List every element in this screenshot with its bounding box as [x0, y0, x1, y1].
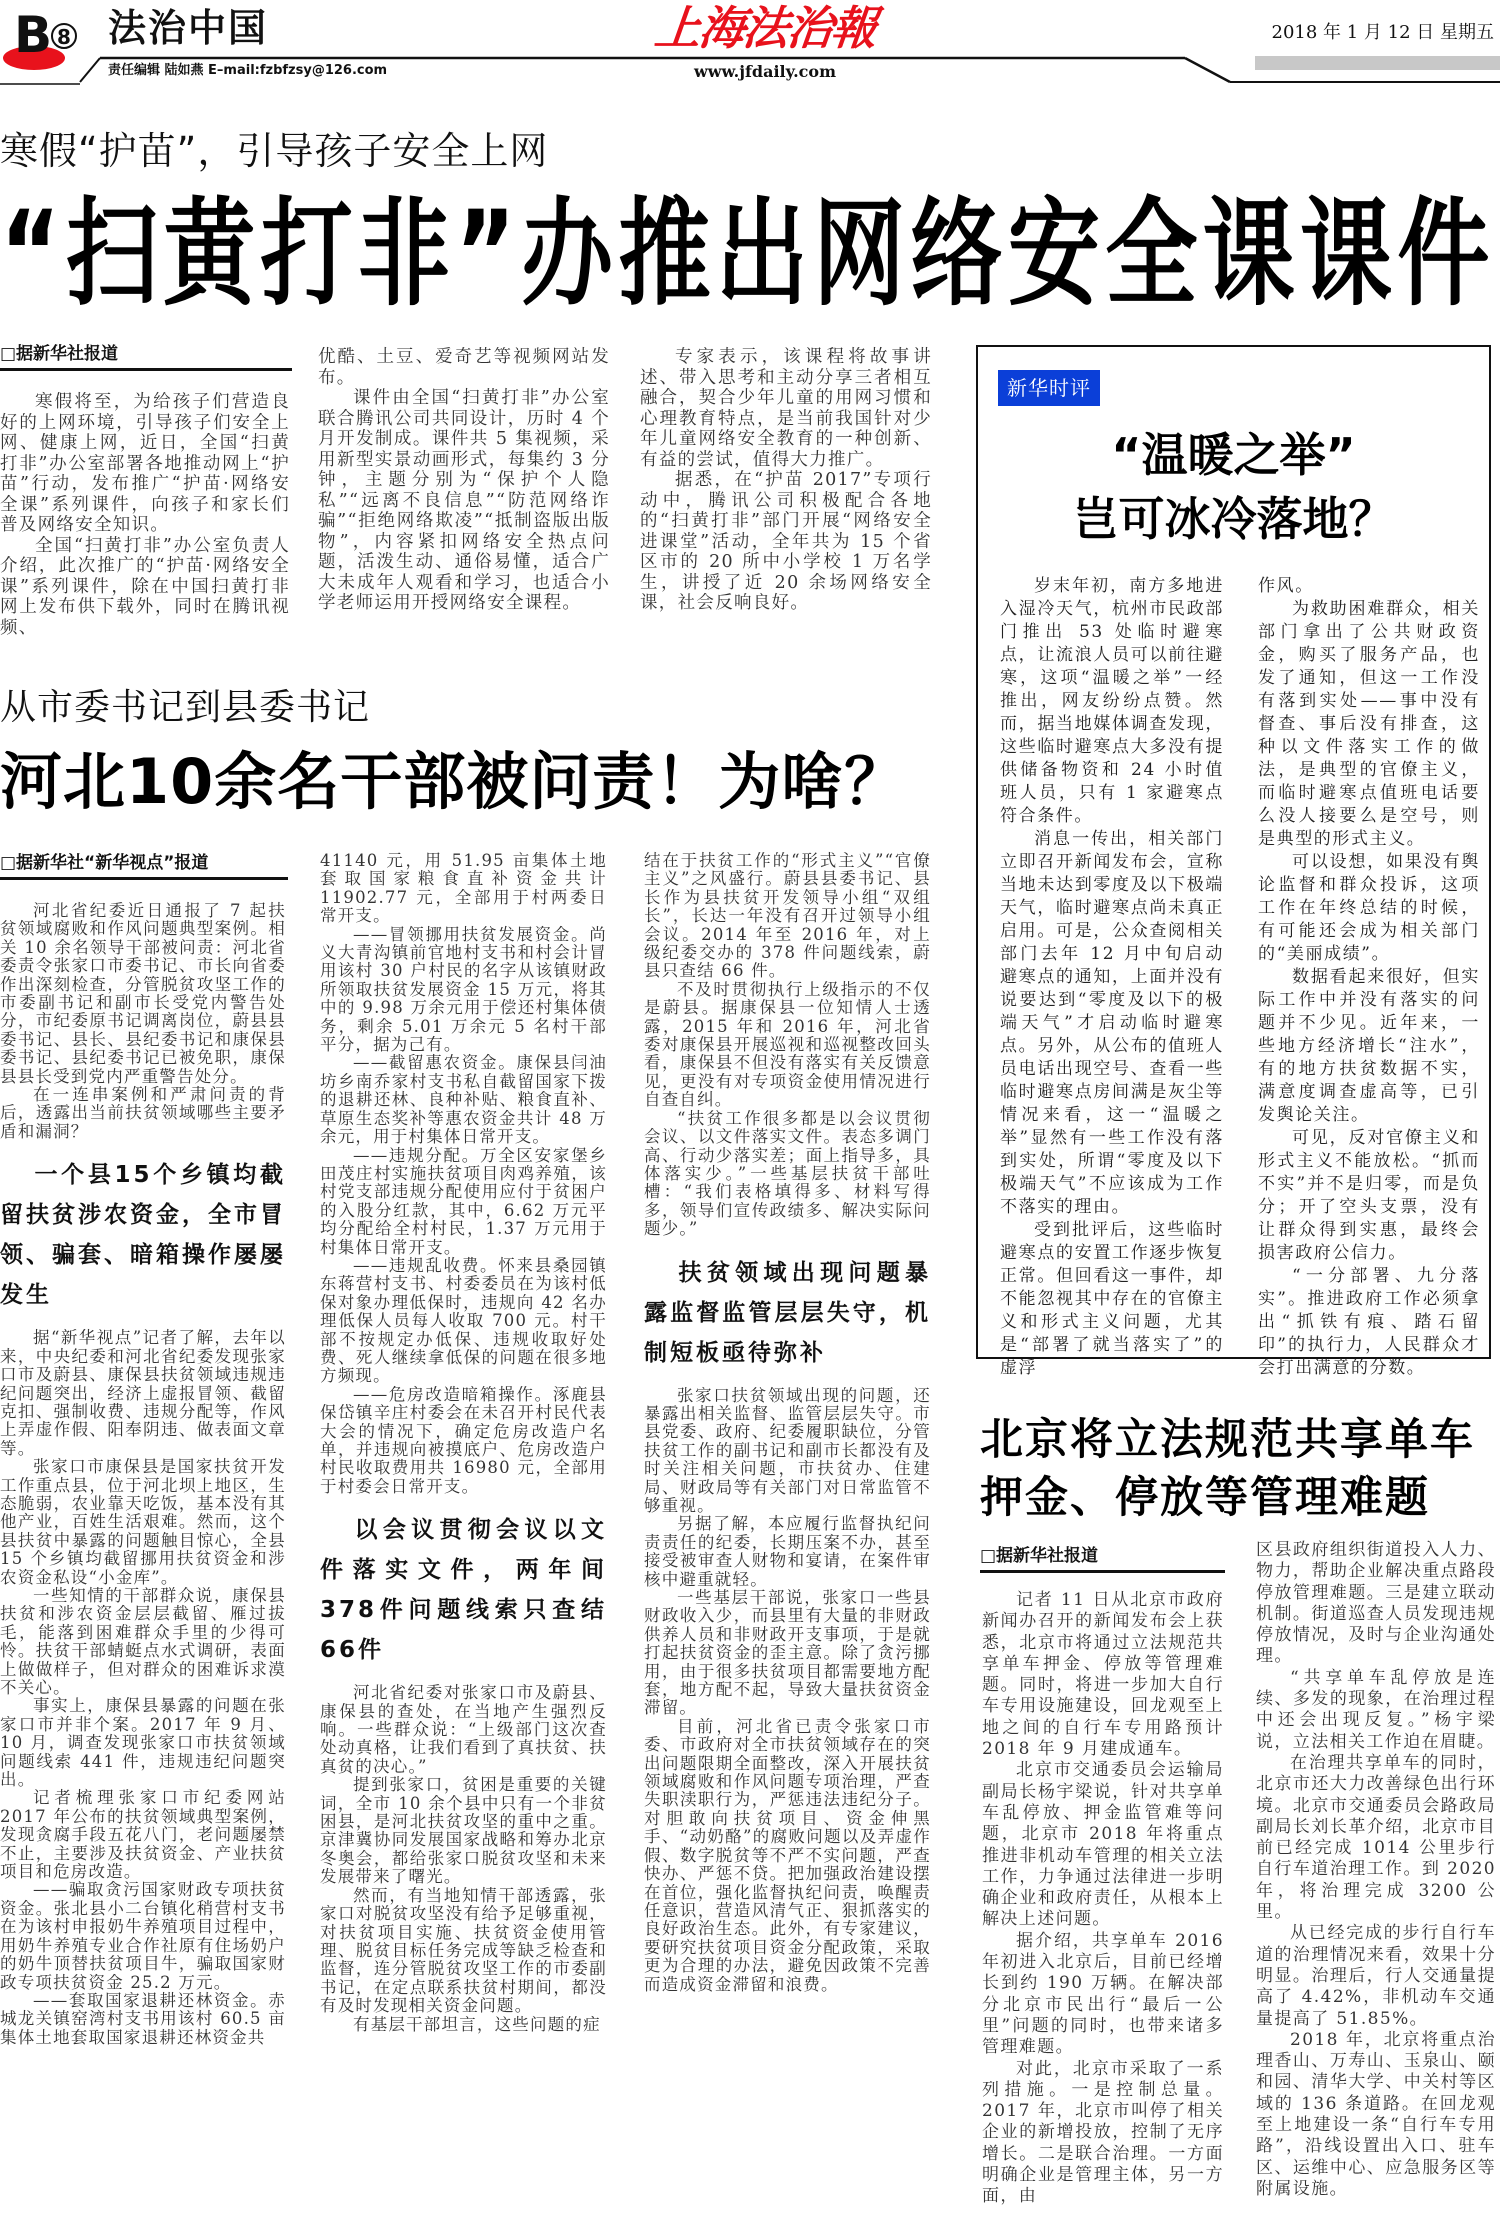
website-url[interactable]: www.jfdaily.com [693, 62, 837, 81]
article2-kicker: 从市委书记到县委书记 [0, 687, 371, 728]
paragraph: 不及时贯彻执行上级指示的不仅是蔚县。据康保县一位知情人士透露，2015 年和 2016 年，河北省委对康保县开展巡视和巡视整改回头看，康保县不但没有落实有关反馈意见，更没有对专项资金使用情况进行自查自纠。 [644, 979, 931, 1110]
paragraph: 消息一传出，相关部门立即召开新闻发布会，宣称当地未达到零度及以下极端天气，临时避寒点尚未真正启用。可是，公众查阅相关部门去年 12 月中旬启动避寒点的通知，上面并没有说要达到“零度及以下的极端天气”才启动临时避寒点。另外，从公布的值班人员电话出现空号、查看一些临时避寒点房间满是灰尘等情况来看，这一“温暖之举”显然有一些工作没有落到实处，所谓“零度及以下极端天气”不应该成为工作不落实的理由。 [1000, 829, 1224, 1217]
paragraph: 一些基层干部说，张家口一些县财政收入少，而县里有大量的非财政供养人员和非财政开支事项，于是就打起扶贫资金的歪主意。除了贪污挪用，由于很多扶贫项目都需要地方配套，地方配不起，导致大量扶贫资金滞留。 [644, 1588, 931, 1718]
sidebar-column-1 [1000, 575, 1224, 1378]
article1-kicker: 寒假“护苗”，引导孩子安全上网 [0, 129, 549, 173]
paragraph: 据介绍，共享单车 2016 年初进入北京后，目前已经增长到约 190 万辆。在解决部分北京市民出行“最后一公里”问题的同时，也带来诸多管理难题。 [982, 1930, 1224, 2058]
editor-info: 责任编辑 陆如燕 E–mail:fzbfzsy@126.com [108, 63, 388, 78]
paragraph: 一些知情的干部群众说，康保县扶贫和涉农资金层层截留、雁过拔毛，能落到困难群众手里的少得可怜。扶贫干部蜻蜓点水式调研，表面上做做样子，但对群众的困难诉求漠不关心。 [0, 1585, 286, 1697]
paragraph: 可以设想，如果没有舆论监督和群众投诉，这项工作在年终总结的时候，有可能还会成为相关部门的“美丽成绩”。 [1258, 852, 1480, 964]
paragraph: ——违规分配。万全区安家堡乡田茂庄村实施扶贫项目肉鸡养殖，该村党支部违规分配使用应付于贫困户的入股分红款，其中，6.62 万元平均分配给全村村民，1.37 万元用于村集体日常开支。 [320, 1145, 607, 1257]
subheading: 以会议贯彻会议以文件落实文件，两年间378件问题线索只查结66件 [320, 1517, 607, 1664]
paragraph: 记者 11 日从北京市政府新闻办召开的新闻发布会上获悉，北京市将通过立法规范共享单车押金、停放等管理难题。同时，将进一步加大自行车专用设施建设，回龙观至上地之间的自行车专用路预计 2018 年 9 月建成通车。 [982, 1590, 1224, 1760]
article1-headline: “扫黄打非”办推出网络安全课课件 [0, 185, 1495, 323]
paragraph: 岁末年初，南方多地进入湿冷天气，杭州市民政部门推出 53 处临时避寒点，让流浪人员可以前往避寒，这项“温暖之举”一经推出，网友纷纷点赞。然而，据当地媒体调查发现，这些临时避寒点大多没有提供储备物资和 24 小时值班人员，只有 1 家避寒点符合条件。 [1000, 576, 1224, 826]
paragraph: 可见，反对官僚主义和形式主义不能放松。“抓而不实”并不是归零，而是负分；开了空头支票，没有让群众得到实惠，最终会损害政府公信力。 [1258, 1128, 1480, 1263]
paragraph: 提到张家口，贫困是重要的关键词，全市 10 余个县中只有一个非贫困县，是河北扶贫攻坚的重中之重。京津冀协同发展国家战略和筹办北京冬奥会，都给张家口脱贫攻坚和未来发展带来了曙光。 [320, 1775, 607, 1887]
column-tag: 新华时评 [998, 370, 1100, 406]
article1-column-1 [0, 392, 290, 654]
paragraph: ——冒领挪用扶贫发展资金。尚义大青沟镇前官地村支书和村会计冒用该村 30 户村民的名字从该镇财政所领取扶贫发展资金 15 万元，将其中的 9.98 万余元用于偿还村集体债务，剩余 5.01 万余元 5 名村干部平分，据为己有。 [320, 924, 607, 1055]
article3-column-2 [1256, 1540, 1496, 2227]
paragraph: 目前，河北省已责令张家口市委、市政府对全市扶贫领域存在的突出问题限期全面整改，深入开展扶贫领域腐败和作风问题专项治理，严查失职渎职行为，严惩违法违纪分子。对胆敢向扶贫项目、资金伸黑手、“动奶酪”的腐败问题以及弄虚作假、数字脱贫等不严不实问题，严查快办、严惩不贷。把加强政治建设摆在首位，强化监督执纪问责，唤醒责任意识，营造风清气正、狠抓落实的良好政治生态。此外，有专家建议，要研究扶贫项目资金分配政策，采取更为合理的办法，避免因政策不完善而造成资金滞留和浪费。 [644, 1716, 931, 1994]
article3-headline-line2: 押金、停放等管理难题 [980, 1473, 1430, 1523]
paragraph: 全国“扫黄打非”办公室负责人介绍，此次推广的“护苗·网络安全课”系列课件，除在中国扫黄打非网上发布供下载外，同时在腾讯视频、 [0, 535, 290, 638]
paragraph: 结在于扶贫工作的“形式主义”“官僚主义”之风盛行。蔚县县委书记、县长作为县扶贫开发领导小组“双组长”，长达一年没有召开过领导小组会议。2014 年至 2016 年，对上级纪委交办的 378 件问题线索，蔚县只查结 66 件。 [644, 851, 931, 981]
paragraph: 从已经完成的步行自行车道的治理情况来看，效果十分明显。治理后，行人交通量提高了 4.42%，非机动车交通量提高了 51.85%。 [1256, 1923, 1496, 2029]
sidebar-title-line2: 岂可冰冷落地？ [1072, 492, 1395, 546]
paragraph: 张家口市康保县是国家扶贫开发工作重点县，位于河北坝上地区，生态脆弱，农业靠天吃饭，基本没有其他产业，百姓生活艰难。然而，这个县扶贫中暴露的问题触目惊心，全县 15 个乡镇均截留挪用扶贫资金和涉农资金私设“小金库”。 [0, 1457, 286, 1587]
paragraph: 有基层干部坦言，这些问题的症 [353, 2014, 601, 2034]
paragraph: ——违规乱收费。怀来县桑园镇东蒋营村支书、村委委员在为该村低保对象办理低保时，违规向 42 名办理低保人员每人收取 700 元。村干部不按规定办低保、违规收取好处费、死人继续拿低保的问题在很多地方频现。 [320, 1255, 607, 1386]
svg-text:8: 8 [57, 25, 71, 49]
article2-headline: 河北10余名干部被问责！为啥？ [0, 745, 908, 818]
article1-byline: □据新华社报道 [0, 343, 292, 371]
article2-byline: □据新华社“新华视点”报道 [0, 852, 288, 880]
subheading: 扶贫领域出现问题暴露监督监管层层失守，机制短板亟待弥补 [644, 1259, 931, 1366]
page-code-logo [2, 0, 82, 72]
paragraph: 受到批评后，这些临时避寒点的安置工作逐步恢复正常。但回看这一事件，却不能忽视其中存在的官僚主义和形式主义问题，尤其是“部署了就当落实了”的虚浮 [1000, 1220, 1224, 1378]
paragraph: ——套取国家退耕还林资金。赤城龙关镇窑湾村支书用该村 60.5 亩集体土地套取国家退耕还林资金共 [0, 1990, 286, 2047]
paragraph: ——骗取贪污国家财政专项扶贫资金。张北县小二台镇化稍营村支书在为该村申报奶牛养殖项目过程中，用奶牛养殖专业合作社原有住场奶户的奶牛顶替扶贫项目牛，骗取国家财政专项扶贫资金 25.2 万元。 [0, 1880, 286, 1992]
paragraph: 河北省纪委近日通报了 7 起扶贫领域腐败和作风问题典型案例。相关 10 余名领导干部被问责：河北省委责令张家口市委书记、市长向省委作出深刻检查，分管脱贫攻坚工作的市委副书记和副市长受党内警告处分，市纪委原书记调离岗位，蔚县县委书记、县长、县纪委书记和康保县委书记、县纪委书记已被免职，康保县县长受到党内严重警告处分。 [0, 901, 286, 1086]
paragraph: 课件由全国“扫黄打非”办公室联合腾讯公司共同设计，历时 4 个月开发制成。课件共 5 集视频，采用新型实景动画形式，每集约 3 分钟，主题分别为“保护个人隐私”“远离不良信息”“防范网络诈骗”“拒绝网络欺凌”“抵制盗版出版物”，内容紧扣网络安全热点问题，活泼生动、通俗易懂，适合广大未成年人观看和学习，也适合小学老师运用开授网络安全课程。 [318, 388, 610, 613]
sidebar-column-2 [1258, 575, 1480, 1378]
paragraph: “扶贫工作很多都是以会议贯彻会议、以文件落实文件。表态多调门高、行动少落实差；面上指导多，具体落实少。”一些基层扶贫干部吐槽：“我们表格填得多、材料写得多，领导们宣传政绩多、解决实际问题少。” [644, 1108, 931, 1239]
article2-column-1 [0, 902, 286, 2227]
paragraph: 对此，北京市采取了一系列措施。一是控制总量。2017 年，北京市叫停了相关企业的新增投放，控制了无序增长。二是联合治理。一方面明确企业是管理主体，另一方面，由 [982, 2058, 1224, 2207]
paragraph: 为救助困难群众，相关部门拿出了公共财政资金，购买了服务产品，也发了通知，但这一工作没有落到实处——事中没有督查、事后没有排查，这种以文件落实工作的做法，是典型的官僚主义，而临时避寒点值班电话要么没人接要么是空号，则是典型的形式主义。 [1258, 599, 1480, 849]
paragraph: 数据看起来很好，但实际工作中并没有落实的问题并不少见。近年来，一些地方经济增长“注水”，有的地方扶贫数据不实，满意度调查虚高等，已引发舆论关注。 [1258, 967, 1480, 1125]
paragraph: 专家表示，该课程将故事讲述、带入思考和主动分享三者相互融合，契合少年儿童的用网习惯和心理教育特点，是当前我国针对少年儿童网络安全教育的一种创新、有益的尝试，值得大力推广。 [640, 347, 932, 470]
paragraph: 河北省纪委对张家口市及蔚县、康保县的查处，在当地产生强烈反响。一些群众说：“上级部门这次查处动真格，让我们看到了真扶贫、扶真贫的决心。” [320, 1683, 607, 1776]
article3-headline-line1: 北京将立法规范共享单车 [980, 1415, 1475, 1465]
paragraph: 北京市交通委员会运输局副局长杨宇梁说，针对共享单车乱停放、押金监管难等问题，北京市 2018 年将重点推进非机动车管理的相关立法工作，力争通过法律进一步明确企业和政府责任，从根本上解决上述问题。 [982, 1760, 1224, 1930]
article3-byline: □据新华社报道 [980, 1545, 1225, 1573]
paragraph: 据“新华视点”记者了解，去年以来，中央纪委和河北省纪委发现张家口市及蔚县、康保县扶贫领域违规违纪问题突出，经济上虚报冒领、截留克扣、强制收费、违规分配等，作风上弄虚作假、阳奉阴违、做表面文章等。 [0, 1328, 286, 1458]
paragraph: 优酷、土豆、爱奇艺等视频网站发布。 [318, 347, 610, 388]
article2-column-2 [320, 852, 607, 2227]
publication-date: 2018 年 1 月 12 日 星期五 [1271, 22, 1494, 43]
paragraph: “共享单车乱停放是连续、多发的现象，在治理过程中还会出现反复。”杨宇梁说，立法相关工作迫在眉睫。 [1256, 1667, 1496, 1752]
newspaper-masthead: 上海法治報 [652, 1, 878, 55]
paragraph: 事实上，康保县暴露的问题在张家口市并非个案。2017 年 9 月、10 月，调查发现张家口市扶贫领域问题线索 441 件，违规违纪问题突出。 [0, 1696, 286, 1790]
paragraph: 区县政府组织街道投入人力、物力，帮助企业解决重点路段停放管理难题。三是建立联动机制。街道巡查人员发现违规停放情况，及时与企业沟通处理。 [1256, 1540, 1496, 1667]
paragraph: 另据了解，本应履行监督执纪问责责任的纪委，长期压案不办，甚至接受被审查人财物和宴请，在案件审核中避重就轻。 [644, 1514, 931, 1589]
paragraph: ——危房改造暗箱操作。涿鹿县保岱镇辛庄村委会在未召开村民代表大会的情况下，确定危房改造户名单，并违规向被摸底户、危房改造户村民收取费用共 16980 元，全部用于村委会日常开支。 [320, 1384, 607, 1496]
article3-column-1 [982, 1590, 1224, 2227]
paragraph: 在一连串案例和严肃问责的背后，透露出当前扶贫领域哪些主要矛盾和漏洞？ [0, 1085, 286, 1141]
paragraph: 2018 年，北京将重点治理香山、万寿山、玉泉山、颐和园、清华大学、中关村等区域的 136 条道路。在回龙观至上地建设一条“自行车专用路”，沿线设置出入口、驻车区、运维中心、应急服务区等附属设施。 [1256, 2029, 1496, 2199]
paragraph: 张家口扶贫领域出现的问题，还暴露出相关监督、监管层层失守。市县党委、政府、纪委履职缺位，分管扶贫工作的副书记和副市长都没有及时关注相关问题，市扶贫办、住建局、财政局等有关部门对日常监管不够重视。 [644, 1385, 931, 1515]
section-name: 法治中国 [108, 6, 269, 50]
paragraph: 41140 元，用 51.95 亩集体土地套取国家粮食直补资金共计 11902.77 元，全部用于村两委日常开支。 [320, 851, 607, 926]
paragraph: 记者梳理张家口市纪委网站 2017 年公布的扶贫领域典型案例，发现贪腐手段五花八门，老问题屡禁不止，主要涉及扶贫资金、产业扶贫项目和危房改造。 [0, 1788, 286, 1882]
paragraph: 然而，有当地知情干部透露，张家口对脱贫攻坚没有给予足够重视，对扶贫项目实施、扶贫资金使用管理、脱贫目标任务完成等缺乏检查和监督，连分管脱贫攻坚工作的市委副书记，在定点联系扶贫村期间，都没有及时发现相关资金问题。 [320, 1885, 607, 2016]
paragraph: “一分部署、九分落实”。推进政府工作必须拿出“抓铁有痕、踏石留印”的执行力，人民群众才会打出满意的分数。 [1258, 1266, 1480, 1378]
sidebar-title-line1: “温暖之举” [1111, 428, 1356, 482]
paragraph: 作风。 [1258, 576, 1314, 596]
subheading: 一个县15个乡镇均截留扶贫涉农资金，全市冒领、骗套、暗箱操作屡屡发生 [0, 1162, 286, 1309]
article1-column-2 [318, 347, 610, 652]
article1-column-3 [640, 347, 932, 652]
paragraph: 在治理共享单车的同时，北京市还大力改善绿色出行环境。北京市交通委员会路政局副局长刘长革介绍，北京市目前已经完成 1014 公里步行自行车道治理工作。到 2020 年，将治理完成 3200 公里。 [1256, 1752, 1496, 1923]
svg-text:B: B [14, 6, 53, 64]
article2-column-3 [644, 852, 931, 2227]
paragraph: 寒假将至，为给孩子们营造良好的上网环境，引导孩子们安全上网、健康上网，近日，全国“扫黄打非”办公室部署各地推动网上“护苗”行动，发布推广“护苗·网络安全课”系列课件，向孩子和家长们普及网络安全知识。 [0, 392, 290, 535]
paragraph: 据悉，在“护苗 2017”专项行动中，腾讯公司积极配合各地的“扫黄打非”部门开展“网络安全进课堂”活动，全年共为 15 个省区市的 20 所中小学校 1 万名学生，讲授了近 20 余场网络安全课，社会反响良好。 [640, 470, 932, 613]
paragraph: ——截留惠农资金。康保县闫油坊乡南乔家村支书私自截留国家下拨的退耕还林、良种补贴、粮食直补、草原生态奖补等惠农资金共计 48 万余元，用于村集体日常开支。 [320, 1053, 607, 1147]
